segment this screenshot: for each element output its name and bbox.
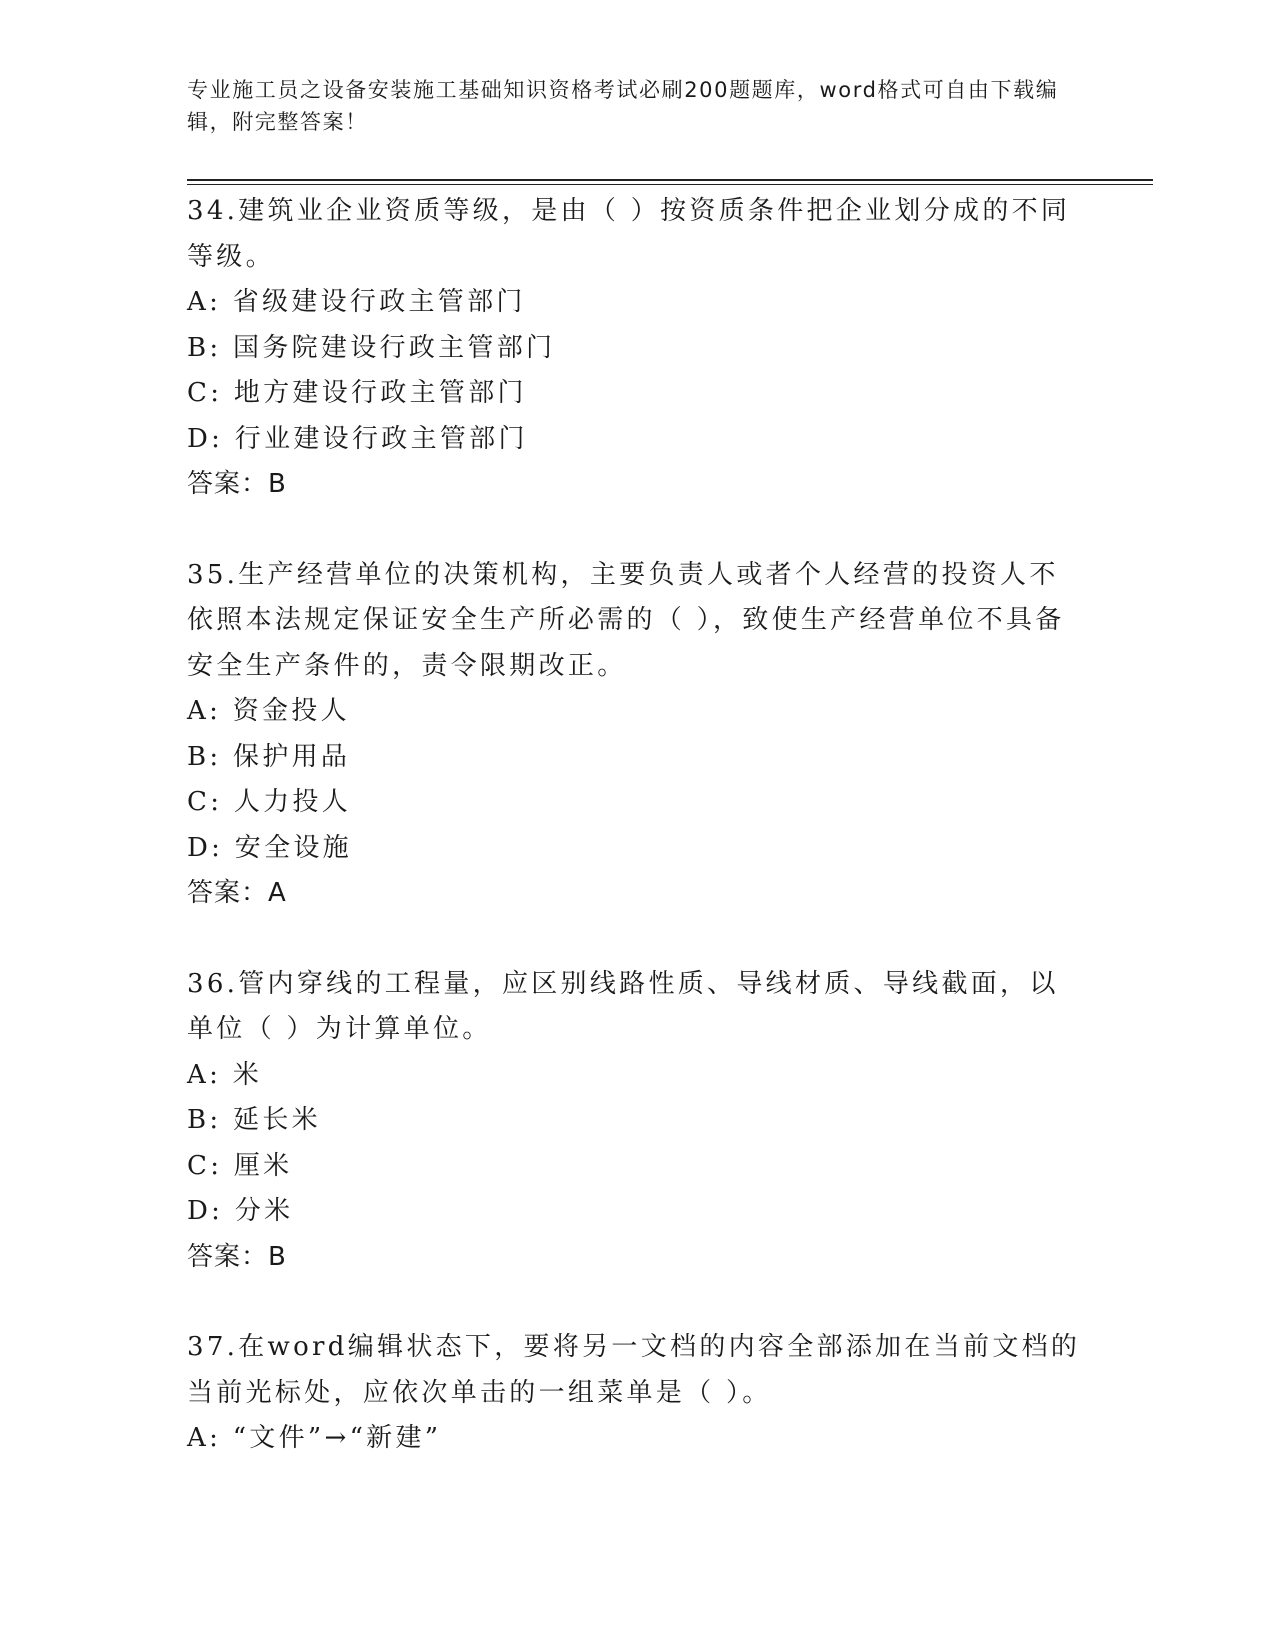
answer: 答案：B [187, 1241, 287, 1272]
header-divider-thick [187, 179, 1153, 181]
option-a: A: 米 [187, 1059, 263, 1090]
question-34 [187, 189, 1087, 508]
option-c: C: 地方建设行政主管部门 [187, 378, 527, 408]
option-d: D: 分米 [187, 1196, 294, 1226]
option-b: B: 延长米 [187, 1105, 321, 1135]
option-d: D: 安全设施 [187, 832, 352, 863]
answer: 答案：A [187, 878, 287, 908]
answer: 答案：B [187, 469, 287, 499]
option-a: A: 省级建设行政主管部门 [187, 287, 526, 317]
option-b: B: 国务院建设行政主管部门 [187, 332, 556, 363]
option-d: D: 行业建设行政主管部门 [187, 423, 528, 454]
question-35 [187, 553, 1087, 917]
question-stem: 35.生产经营单位的决策机构，主要负责人或者个人经营的投资人不依照本法规定保证安全生产所必需的（ ），致使生产经营单位不具备安全生产条件的，责令限期改正。 [187, 559, 1065, 681]
question-stem: 36.管内穿线的工程量，应区别线路性质、导线材质、导线截面，以单位（ ）为计算单位。 [187, 968, 1059, 1044]
question-stem: 34.建筑业企业资质等级，是由（ ）按资质条件把企业划分成的不同等级。 [187, 196, 1071, 272]
question-36 [187, 962, 1087, 1281]
option-c: C: 人力投人 [187, 787, 352, 817]
question-stem: 37.在word编辑状态下，要将另一文档的内容全部添加在当前文档的当前光标处，应依次单击的一组菜单是（ ）。 [187, 1332, 1081, 1408]
option-c: C: 厘米 [187, 1150, 293, 1181]
question-list [187, 189, 1087, 1507]
option-b: B: 保护用品 [187, 741, 351, 772]
document-header: 专业施工员之设备安装施工基础知识资格考试必刷200题题库，word格式可自由下载编辑，附完整答案！ [187, 78, 1059, 134]
question-37 [187, 1325, 1087, 1462]
header-divider-thin [187, 184, 1153, 185]
option-a: A: 资金投人 [187, 696, 350, 726]
option-a: A: “文件”→“新建” [187, 1423, 442, 1453]
